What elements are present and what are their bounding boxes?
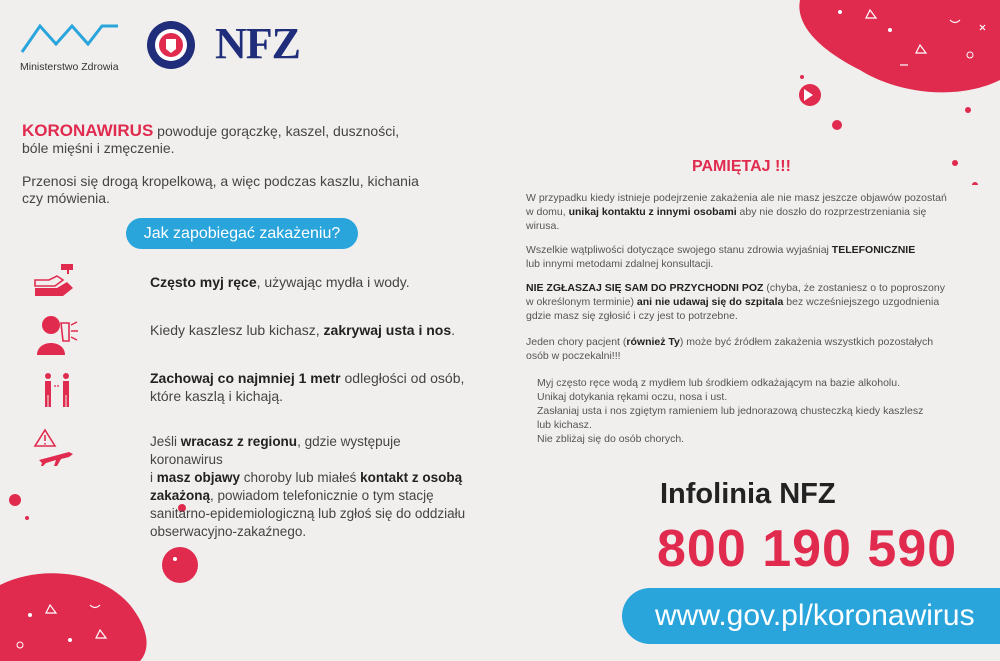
sanepid-seal: [146, 20, 196, 70]
decorative-blob-bottom-left: [0, 545, 200, 661]
tip-handwash-bold: Często myj ręce: [150, 274, 257, 290]
remember-para-2: [526, 243, 976, 271]
tip-travel-t3: i: [150, 470, 157, 485]
nfz-logo: NFZ: [215, 19, 300, 68]
list-item: Unikaj dotykania rękami oczu, nosa i ust.: [537, 391, 728, 403]
tip-cover-bold: zakrywaj usta i nos: [323, 322, 452, 338]
ministry-logo: [20, 22, 130, 72]
remember-title: PAMIĘTAJ !!!: [692, 158, 791, 175]
list-item: lub kichasz.: [537, 419, 592, 431]
remember-list: [537, 376, 977, 446]
website-link[interactable]: www.gov.pl/koronawirus: [655, 599, 975, 632]
remember-p1-b1: unikaj kontaktu z innymi osobami: [568, 206, 737, 218]
tip-travel-t5: , powiadom telefonicznie o tym stację: [210, 488, 434, 503]
tip-travel-t6: sanitarno-epidemiologiczną lub zgłoś się do oddziału: [150, 506, 466, 521]
remember-p4-b1: również Ty: [626, 336, 680, 348]
tip-cover-text: Kiedy kaszlesz lub kichasz,: [150, 322, 324, 338]
tip-travel-t7: obserwacyjno-zakaźnego.: [150, 524, 307, 539]
remember-para-1: [526, 191, 976, 233]
intro-line2: bóle mięśni i zmęczenie.: [22, 140, 175, 156]
distance-icon: [40, 372, 74, 408]
remember-p3-t2: w określonym terminie): [526, 296, 637, 308]
intro-keyword: KORONAWIRUS: [22, 121, 154, 140]
ministry-label: Ministerstwo Zdrowia: [20, 61, 119, 73]
tip-distance-line2: które kaszlą i kichają.: [150, 388, 284, 404]
remember-p4-t1: Jeden chory pacjent (: [526, 336, 627, 348]
decorative-dots-right: [780, 75, 1000, 185]
list-item: Zasłaniaj usta i nos zgiętym ramieniem lub jednorazową chusteczką kiedy kaszlesz: [537, 405, 924, 417]
tip-distance-text: odległości od osób,: [340, 370, 465, 386]
tip-travel: [150, 433, 470, 541]
travel-warning-icon: [33, 428, 75, 466]
remember-p4-t3: osób w poczekalni!!!: [526, 350, 621, 362]
remember-p1-t2: w domu,: [526, 206, 569, 218]
remember-p4-t2: ) może być źródłem zakażenia wszystkich pozostałych: [679, 336, 934, 348]
remember-p2-b1: TELEFONICZNIE: [831, 244, 916, 256]
remember-p1-t4: wirusa.: [526, 220, 560, 232]
tip-travel-t4: choroby lub miałeś: [240, 470, 361, 485]
remember-p3-t4: gdzie masz się zgłosić i czy jest to potrzebne.: [526, 310, 738, 322]
remember-p3-b1: NIE ZGŁASZAJ SIĘ SAM DO PRZYCHODNI POZ: [526, 282, 764, 294]
tip-travel-b4: zakażoną: [150, 488, 211, 503]
remember-p2-t2: lub innymi metodami zdalnej konsultacji.: [526, 258, 714, 270]
tip-travel-t1: Jeśli: [150, 434, 181, 449]
tip-distance: [150, 369, 470, 405]
intro: [22, 122, 422, 207]
cough-icon: [35, 313, 79, 355]
tip-travel-b2: masz objawy: [156, 470, 241, 485]
tip-handwash: [150, 273, 470, 291]
tip-travel-t2: , gdzie występuje koronawirus: [150, 434, 401, 467]
handwash-icon: [33, 262, 78, 298]
list-item: Myj często ręce wodą z mydłem lub środkiem odkażającym na bazie alkoholu.: [537, 377, 900, 389]
remember-p3-t1: (chyba, że zostaniesz o to poproszony: [763, 282, 945, 294]
infoline-number[interactable]: 800 190 590: [657, 520, 958, 578]
ministry-logo-mark: [20, 22, 120, 54]
infoline-label: Infolinia NFZ: [660, 478, 836, 510]
intro-para2-line2: czy mówienia.: [22, 190, 110, 206]
remember-para-4: [526, 335, 976, 363]
remember-p2-t1: Wszelkie wątpliwości dotyczące swojego stanu zdrowia wyjaśniaj: [526, 244, 832, 256]
intro-para2-line1: Przenosi się drogą kropelkową, a więc podczas kaszlu, kichania: [22, 173, 419, 189]
tip-cover-mouth: [150, 321, 470, 339]
remember-p1-l1: W przypadku kiedy istnieje podejrzenie zakażenia ale nie masz jeszcze objawów pozostań: [526, 192, 947, 204]
tip-travel-b3: kontakt z osobą: [360, 470, 463, 485]
tip-travel-b1: wracasz z regionu: [180, 434, 298, 449]
remember-para-3: [526, 281, 976, 323]
intro-line1: powoduje gorączkę, kaszel, duszności,: [153, 123, 400, 139]
list-item: Nie zbliżaj się do osób chorych.: [537, 433, 685, 445]
tip-cover-end: .: [451, 322, 456, 338]
tip-handwash-text: , używając mydła i wody.: [256, 274, 410, 290]
prevention-button[interactable]: Jak zapobiegać zakażeniu?: [126, 218, 358, 249]
remember-p3-b2: ani nie udawaj się do szpitala: [636, 296, 784, 308]
remember-p3-t3: bez wcześniejszego uzgodnienia: [783, 296, 940, 308]
tip-distance-bold: Zachowaj co najmniej 1 metr: [150, 370, 341, 386]
remember-p1-t3: aby nie doszło do rozprzestrzeniania się: [736, 206, 927, 218]
